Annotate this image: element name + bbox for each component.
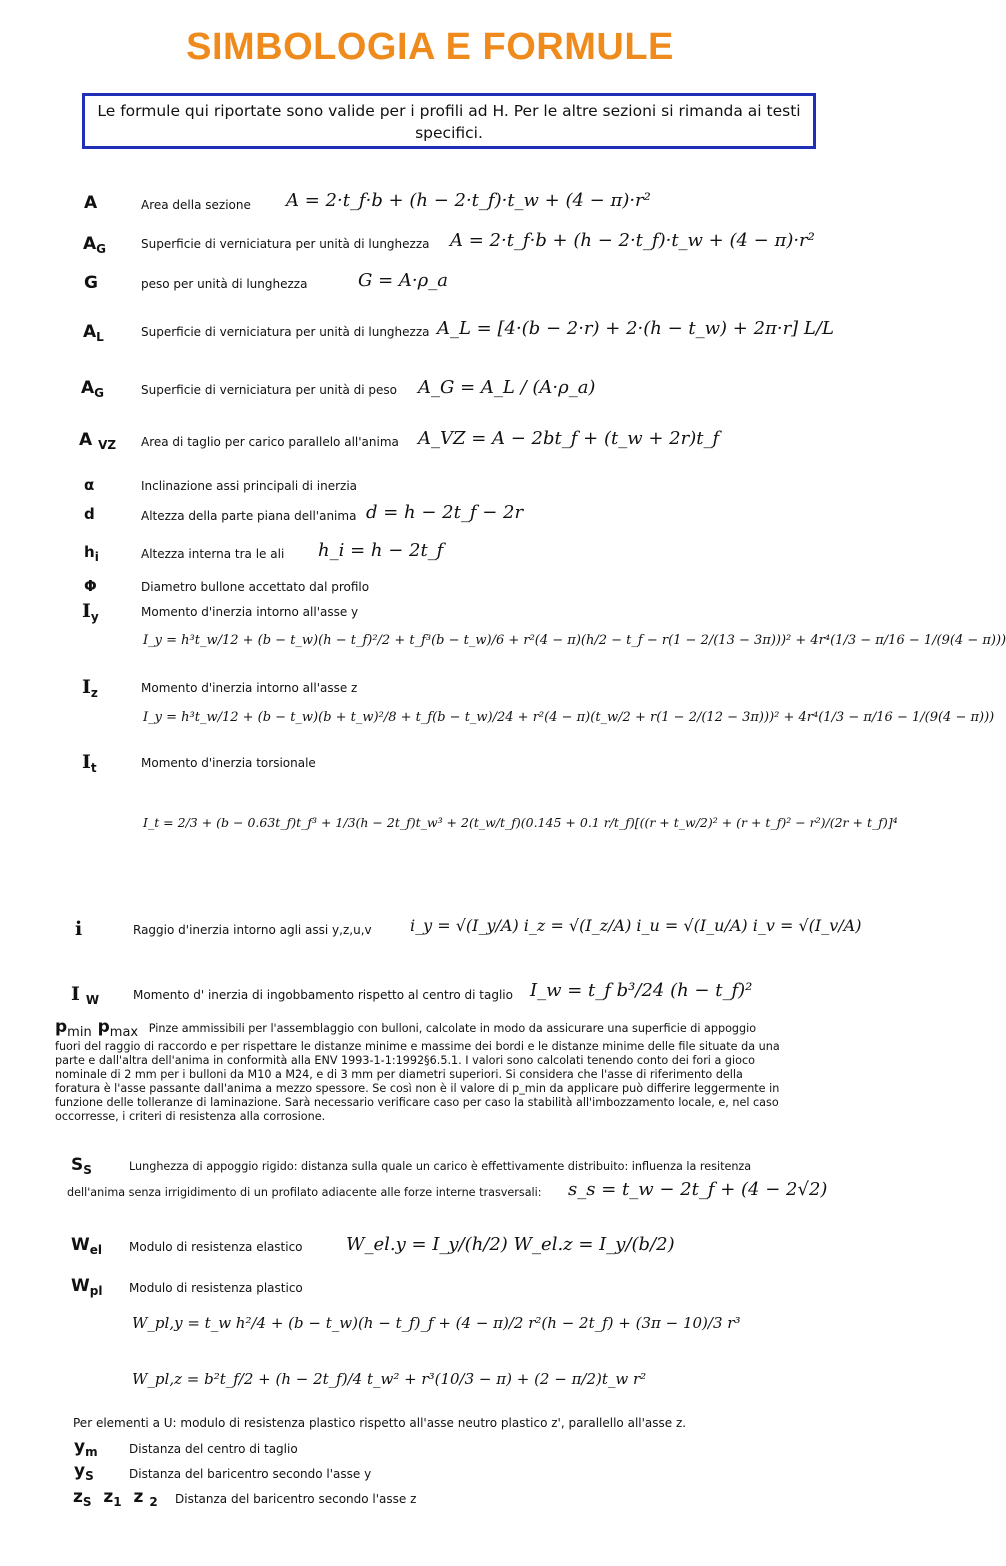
formula-wpl-y: W_pl,y = t_w h²/4 + (b − t_w)(h − t_f)_f + (4 − π)/2 r²(h − 2t_f) + (3π − 10)/3 r³ — [132, 1314, 741, 1332]
formula-wpl-z: W_pl,z = b²t_f/2 + (h − 2t_f)/4 t_w² + r³(10/3 − π) + (2 − π/2)t_w r² — [132, 1370, 647, 1388]
page-title: SIMBOLOGIA E FORMULE — [186, 26, 674, 68]
desc-al: Superficie di verniciatura per unità di lunghezza — [141, 325, 430, 339]
desc-wpl: Modulo di resistenza plastico — [129, 1281, 303, 1295]
formula-hi: h_i = h − 2t_f — [318, 540, 444, 561]
formula-ag: A = 2·t_f·b + (h − 2·t_f)·t_w + (4 − π)·r² — [450, 230, 815, 251]
desc-zs: Distanza del baricentro secondo l'asse z — [175, 1492, 417, 1506]
symbol-it: $I_t$ — [82, 751, 97, 775]
symbol-ag: $A_G$ — [83, 234, 107, 256]
formula-d: d = h − 2t_f − 2r — [366, 502, 524, 523]
desc-avz: Area di taglio per carico parallelo all'anima — [141, 435, 399, 449]
pinze-text: Pinze ammissibili per l'assemblaggio con bulloni, calcolate in modo da assicurare una superficie di appoggio fuori del raggio di raccordo e per rispettare le distanze minime e massime dei bordi e le distanze minime delle file situate da una parte e dall'altra dell'anima in conformità alla ENV 1993-1-1:1992§6.5.1. I valori sono calcolati tenendo conto dei fori a gioco nominale di 2 mm per i bulloni da M10 a M24, e di 3 mm per diametri superiori. Si considera che l'asse di riferimento della foratura è l'asse passante dall'anima a mezzo spessore. Se così non è il valore di p_min da applicare può differire leggermente in funzione delle tolleranze di laminazione. Sarà necessario verificare caso per caso la stabilità all'imbozzamento locale, e, nel caso occorresse, i criteri di resistenza alla corrosione. — [55, 1022, 780, 1123]
desc-iw: Momento d' inerzia di ingobbamento rispetto al centro di taglio — [133, 988, 513, 1002]
symbol-i: i — [75, 918, 83, 940]
formula-i: i_y = √(I_y/A) i_z = √(I_z/A) i_u = √(I_u/A) i_v = √(I_v/A) — [410, 916, 862, 935]
formula-wel: W_el.y = I_y/(h/2) W_el.z = I_y/(b/2) — [346, 1234, 675, 1255]
formula-area: A = 2·t_f·b + (h − 2·t_f)·t_w + (4 − π)·r² — [286, 190, 651, 211]
formula-g: G = A·ρ_a — [358, 270, 448, 291]
desc-ss-2: dell'anima senza irrigidimento di un profilato adiacente alle forze interne trasversali: — [67, 1186, 542, 1199]
desc-g: peso per unità di lunghezza — [141, 277, 308, 291]
formula-al: A_L = [4·(b − 2·r) + 2·(h − t_w) + 2π·r] L/L — [437, 318, 834, 339]
symbol-d: d — [84, 505, 95, 523]
symbol-ag-peso: $A_G$ — [81, 378, 105, 400]
symbol-iy: $I_y$ — [82, 600, 99, 624]
symbol-alpha: α — [84, 476, 95, 494]
symbol-wpl: $W_{pl}$ — [71, 1276, 103, 1298]
formula-it: I_t = 2/3 + (b − 0.63t_f)t_f³ + 1/3(h − 2t_f)t_w³ + 2(t_w/t_f)(0.145 + 0.1 r/t_f)[((r + t_w/2)² + (r + t_f)² − r²)/(2r + t_f)]⁴ — [143, 815, 898, 830]
formula-ag-peso: A_G = A_L / (A·ρ_a) — [418, 377, 596, 398]
desc-d: Altezza della parte piana dell'anima — [141, 509, 357, 523]
formula-avz: A_VZ = A − 2bt_f + (t_w + 2r)t_f — [418, 428, 720, 449]
validity-note: Le formule qui riportate sono valide per i profili ad H. Per le altre sezioni si rimanda ai testi specifici. — [82, 93, 816, 149]
symbol-hi: $h_i$ — [84, 543, 99, 564]
symbol-g: G — [84, 273, 98, 293]
formula-ss: s_s = t_w − 2t_f + (4 − 2√2) — [568, 1179, 828, 1200]
symbol-ss: $S_S$ — [71, 1155, 92, 1177]
desc-wel: Modulo di resistenza elastico — [129, 1240, 303, 1254]
desc-ag: Superficie di verniciatura per unità di lunghezza — [141, 237, 430, 251]
desc-phi: Diametro bullone accettato dal profilo — [141, 580, 370, 594]
desc-area: Area della sezione — [141, 198, 251, 212]
desc-alpha: Inclinazione assi principali di inerzia — [141, 479, 358, 493]
symbol-wel: $W_{el}$ — [71, 1235, 103, 1257]
desc-it: Momento d'inerzia torsionale — [141, 756, 316, 770]
desc-hi: Altezza interna tra le ali — [141, 547, 285, 561]
symbol-ym: $y_m$ — [74, 1437, 98, 1459]
symbol-iw: I $_W$ — [71, 983, 100, 1007]
desc-ym: Distanza del centro di taglio — [129, 1442, 298, 1456]
symbol-phi: Φ — [84, 577, 97, 595]
desc-ys: Distanza del baricentro secondo l'asse y — [129, 1467, 372, 1481]
symbol-area: A — [84, 193, 98, 213]
desc-i: Raggio d'inerzia intorno agli assi y,z,u,v — [133, 923, 372, 937]
symbol-zs-z1-z2: $z_S$ $z_1$ z $_2$ — [73, 1487, 158, 1509]
symbol-ys: $y_S$ — [74, 1461, 94, 1483]
desc-ag-peso: Superficie di verniciatura per unità di peso — [141, 383, 397, 397]
u-elements-note: Per elementi a U: modulo di resistenza plastico rispetto all'asse neutro plastico z', parallello all'asse z. — [73, 1416, 687, 1430]
formula-iw: I_w = t_f b³/24 (h − t_f)² — [530, 980, 753, 1001]
symbol-pmin-pmax: $p_{min}$ $p_{max}$ — [55, 1017, 139, 1040]
desc-iz: Momento d'inerzia intorno all'asse z — [141, 681, 358, 695]
desc-iy: Momento d'inerzia intorno all'asse y — [141, 605, 359, 619]
symbol-iz: $I_z$ — [82, 676, 98, 700]
symbol-avz: A $_{VZ}$ — [79, 430, 117, 452]
formula-iz: I_y = h³t_w/12 + (b − t_w)(b + t_w)²/8 + t_f(b − t_w)/24 + r²(4 − π)(t_w/2 + r(1 − 2/(12 − 3π)))² + 4r⁴(1/3 − π/16 − 1/(9(4 − π))) — [143, 710, 995, 725]
symbol-al: $A_L$ — [83, 322, 104, 344]
formula-iy: I_y = h³t_w/12 + (b − t_w)(h − t_f)²/2 + t_f³(b − t_w)/6 + r²(4 − π)(h/2 − t_f − r(1 − 2/(13 − 3π)))² + 4r⁴(1/3 − π/16 − 1/(9(4 − π))) — [143, 633, 1006, 648]
desc-ss-1: Lunghezza di appoggio rigido: distanza sulla quale un carico è effettivamente distribuito: influenza la resitenza — [129, 1160, 752, 1173]
pinze-paragraph — [55, 1017, 785, 1124]
